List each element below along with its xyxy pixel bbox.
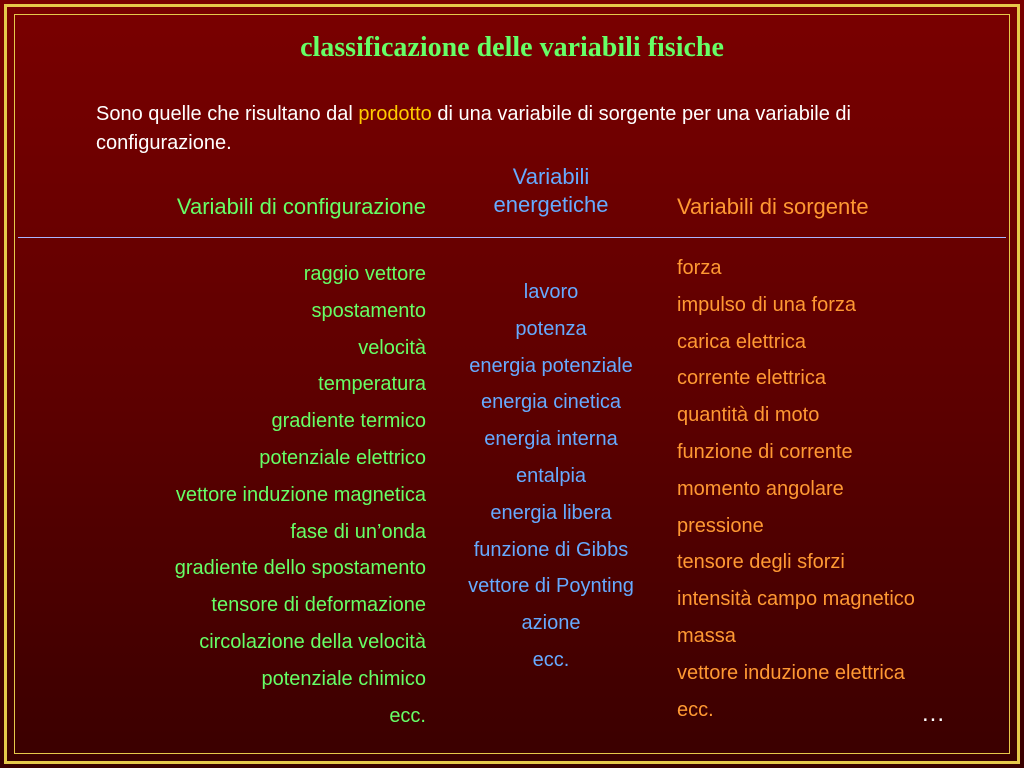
list-item: entalpia (515, 464, 587, 487)
list-item: lavoro (523, 281, 579, 303)
list-item: vettore induzione magnetica (175, 483, 426, 506)
list-item: temperatura (318, 373, 426, 396)
slide-title: classificazione delle variabili fisiche (300, 32, 724, 63)
list-item: gradiente termico (271, 410, 426, 433)
list-item: momento angolare (677, 477, 844, 500)
configuration-header: Variabili di configurazione (176, 194, 426, 219)
configuration-list (60, 256, 426, 734)
list-item: forza (677, 257, 722, 279)
list-item: intensità campo magnetico (677, 588, 915, 611)
intro-text-after: di una variabile di sorgente per una variabile di configurazione. (96, 103, 851, 154)
list-item: spostamento (311, 299, 426, 322)
list-item: energia libera (490, 501, 612, 524)
source-list (677, 250, 997, 728)
energetic-header-line2: energetiche (493, 192, 609, 217)
energetic-list (436, 274, 666, 679)
list-item: raggio vettore (303, 263, 426, 285)
list-item: gradiente dello spostamento (174, 557, 426, 580)
list-item: energia cinetica (480, 391, 622, 414)
list-item: potenziale chimico (261, 667, 426, 690)
list-item: potenza (515, 317, 587, 340)
energetic-header-line1: Variabili (512, 164, 590, 189)
list-item: vettore di Poynting (468, 575, 634, 598)
list-item: impulso di una forza (677, 293, 856, 316)
list-item: tensore degli sforzi (677, 551, 845, 574)
list-item: fase di un’onda (290, 520, 426, 543)
list-item: velocità (358, 336, 426, 359)
continuation-ellipsis: ... (922, 700, 946, 727)
list-item: ecc. (532, 648, 570, 671)
list-item: tensore di deformazione (211, 594, 426, 617)
list-item: funzione di corrente (677, 440, 853, 463)
list-item: ecc. (677, 698, 714, 721)
list-item: corrente elettrica (677, 367, 826, 390)
list-item: energia interna (484, 428, 618, 451)
source-header: Variabili di sorgente (677, 194, 869, 219)
list-item: carica elettrica (677, 330, 806, 353)
list-item: energia potenziale (469, 354, 633, 377)
list-item: massa (677, 624, 736, 647)
energetic-header (436, 163, 666, 219)
intro-text-before: Sono quelle che risultano dal (96, 103, 359, 125)
list-item: ecc. (389, 704, 426, 727)
intro-paragraph (96, 100, 956, 158)
list-item: vettore induzione elettrica (677, 661, 905, 684)
list-item: circolazione della velocità (199, 630, 426, 653)
list-item: azione (521, 612, 581, 635)
intro-highlight: prodotto (358, 103, 432, 125)
header-divider (18, 237, 1006, 238)
list-item: pressione (677, 514, 764, 537)
list-item: potenziale elettrico (259, 446, 426, 469)
list-item: funzione di Gibbs (473, 538, 629, 561)
list-item: quantità di moto (677, 404, 820, 427)
